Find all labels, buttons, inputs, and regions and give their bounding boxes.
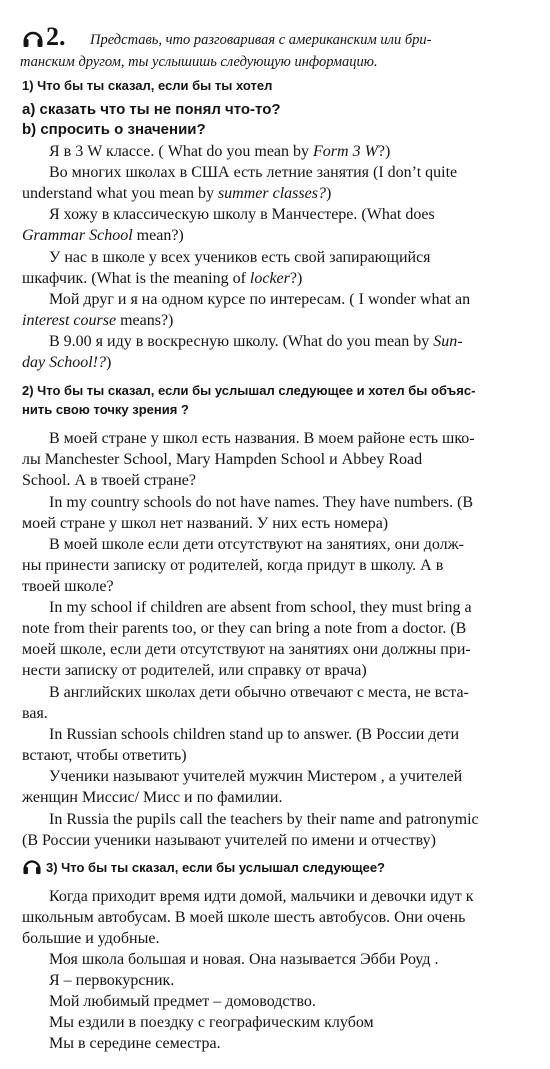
text-line: In Russia the pupils call the teachers by their name and patronymic <box>49 811 479 828</box>
text-line: Во многих школах в США есть летние занятия (I don’t quite <box>49 164 458 181</box>
text-line: interest course means?) <box>22 312 174 329</box>
text-line: школьным автобусам. В моей школе шесть автобусов. Они очень <box>22 909 466 926</box>
text-line: лы Manchester School, Mary Hampden School и Abbey Road <box>22 451 423 468</box>
section-1-heading: 1) Что бы ты сказал, если бы ты хотел <box>22 78 273 93</box>
text-line: твоей школе? <box>22 578 114 595</box>
section-2-heading-line-2: нить свою точку зрения ? <box>22 402 189 417</box>
task-instruction-line-2: танским другом, ты услышишь следующую информацию. <box>20 54 378 70</box>
text-line: встают, чтобы ответить) <box>22 747 187 764</box>
text-line: У нас в школе у всех учеников есть свой запирающийся <box>49 249 431 266</box>
text-line: Я – первокурсник. <box>49 972 175 989</box>
text-line: женщин Миссис/ Мисс и по фамилии. <box>22 789 283 806</box>
text-line: шкафчик. (What is the meaning of locker?) <box>22 270 303 287</box>
text-line: (В России ученики называют учителей по имени и отчеству) <box>22 832 436 849</box>
text-line: большие и удобные. <box>22 930 160 947</box>
section-2-heading-line-1: 2) Что бы ты сказал, если бы услышал следующее и хотел бы объяс- <box>22 383 476 398</box>
text-line: In Russian schools children stand up to answer. (В России дети <box>49 726 460 743</box>
text-line: Я в 3 W классе. ( What do you mean by Form 3 W?) <box>49 143 391 160</box>
text-line: Мы в середине семестра. <box>49 1035 221 1052</box>
text-line: Моя школа большая и новая. Она называется Эбби Роуд . <box>49 951 439 968</box>
text-line: вая. <box>22 705 48 722</box>
text-line: В английских школах дети обычно отвечают с места, не вста- <box>49 684 469 701</box>
text-line: School. А в твоей стране? <box>22 472 197 489</box>
text-line: In my country schools do not have names. They have numbers. (В <box>49 494 474 511</box>
text-line: In my school if children are absent from school, they must bring a <box>49 599 472 616</box>
text-line: В моей школе если дети отсутствуют на занятиях, они долж- <box>49 536 464 553</box>
section-1-item-a: а) сказать что ты не понял что-то? <box>22 101 281 118</box>
text-line: Мой друг и я на одном курсе по интересам. ( I wonder what an <box>49 291 471 308</box>
section-1-item-b: b) спросить о значении? <box>22 121 206 138</box>
task-instruction-line-1: Представь, что разговаривая с американским или бри- <box>90 32 432 48</box>
text-line: нести записку от родителей, или справку от врача) <box>22 662 367 679</box>
text-line: understand what you mean by summer classes?) <box>22 185 332 202</box>
text-line: В моей стране у школ есть названия. В моем районе есть шко- <box>49 430 475 447</box>
text-line: Мы ездили в поездку с географическим клубом <box>49 1014 374 1031</box>
text-line: моей школе, если дети отсутствуют на занятиях они должны при- <box>22 641 471 658</box>
headphones-icon <box>22 28 44 48</box>
text-line: Grammar School mean?) <box>22 227 184 244</box>
text-line: Когда приходит время идти домой, мальчики и девочки идут к <box>49 888 474 905</box>
text-line: моей стране у школ нет названий. У них есть номера) <box>22 515 389 532</box>
text-line: Я хожу в классическую школу в Манчестере. (What does <box>49 206 435 223</box>
section-3-heading: 3) Что бы ты сказал, если бы услышал следующее? <box>46 860 385 875</box>
text-line: Мой любимый предмет – домоводство. <box>49 993 316 1010</box>
text-line: В 9.00 я иду в воскресную школу. (What do you mean by Sun- <box>49 333 463 350</box>
text-line: day School!?) <box>22 354 112 371</box>
text-line: note from their parents too, or they can bring a note from a doctor. (В <box>22 620 467 637</box>
headphones-icon <box>22 857 42 875</box>
text-line: ны принести записку от родителей, когда придут в школу. А в <box>22 557 444 574</box>
text-line: Ученики называют учителей мужчин Мистером , а учителей <box>49 768 463 785</box>
task-number: 2. <box>46 22 66 51</box>
